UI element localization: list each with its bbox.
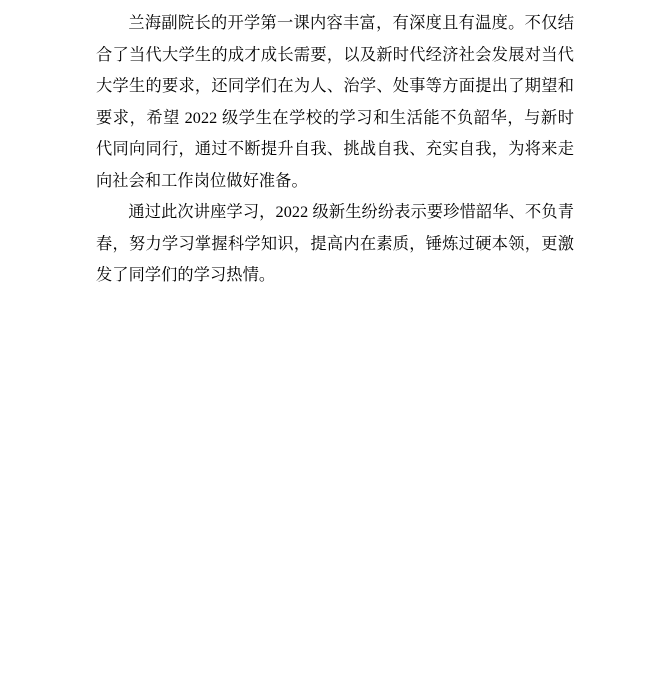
paragraph-2: 通过此次讲座学习，2022 级新生纷纷表示要珍惜韶华、不负青春，努力学习掌握科学知识，提高内在素质，锤炼过硬本领，更激发了同学们的学习热情。 (96, 203, 574, 284)
document-body (96, 8, 574, 292)
paragraph-1: 兰海副院长的开学第一课内容丰富，有深度且有温度。不仅结合了当代大学生的成才成长需要，以及新时代经济社会发展对当代大学生的要求，还同学们在为人、治学、处事等方面提出了期望和要求，希望 2022 级学生在学校的学习和生活能不负韶华，与新时代同向同行，通过不断提升自我、挑战自我、充实自我，为将来走向社会和工作岗位做好准备。 (96, 14, 574, 190)
